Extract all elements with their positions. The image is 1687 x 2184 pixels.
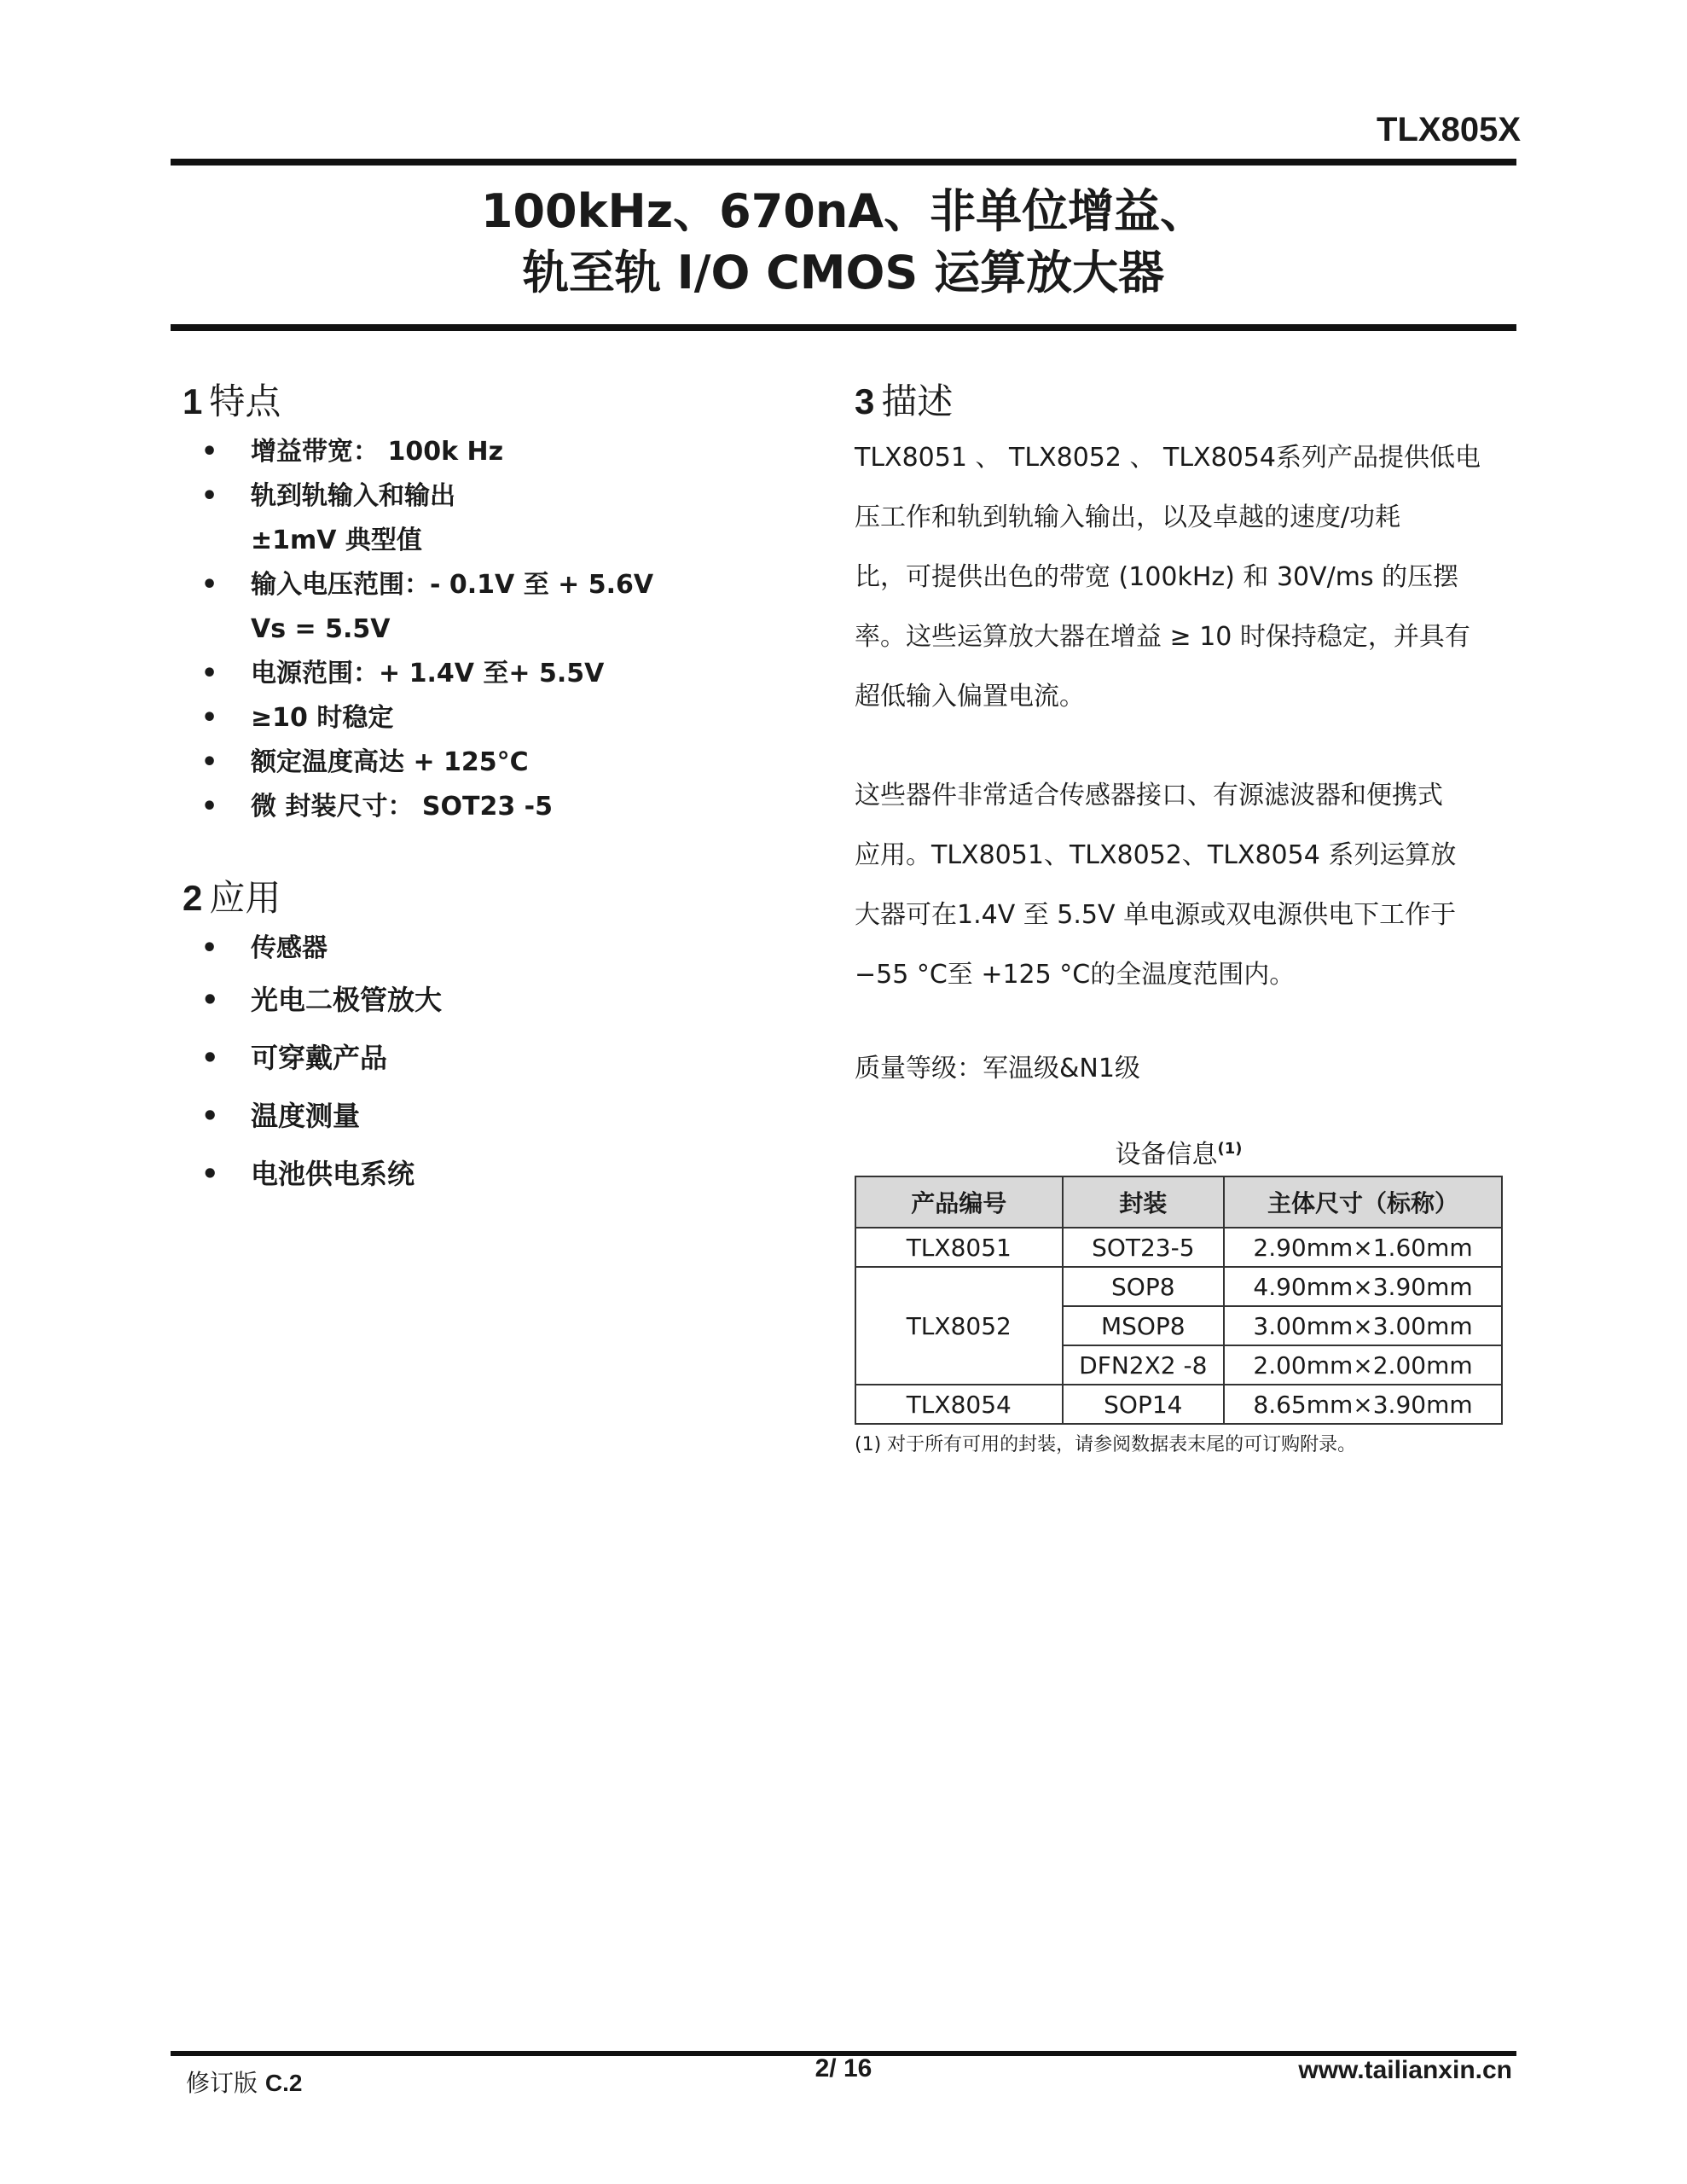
applications-list bbox=[183, 926, 831, 1203]
bullet-icon: • bbox=[201, 1100, 219, 1132]
table-caption: 设备信息$^{(1)}$ bbox=[1115, 1140, 1243, 1170]
text-line: 率。这些运算放大器在增益 ≥ 10 时保持稳定，并具有 bbox=[855, 622, 1470, 652]
list-item: • 轨到轨输入和输出 ±1mV 典型值 bbox=[183, 474, 831, 563]
table-cell: 4.90mm×3.90mm bbox=[1224, 1267, 1502, 1306]
list-item: • 光电二极管放大 bbox=[183, 971, 831, 1029]
table-row bbox=[855, 1267, 1502, 1306]
text-line: 应用。TLX8051、TLX8052、TLX8054 系列运算放 bbox=[855, 840, 1457, 870]
list-item: • 传感器 bbox=[183, 926, 831, 971]
list-item: • 温度测量 bbox=[183, 1087, 831, 1145]
title-rule bbox=[171, 324, 1516, 331]
page-title bbox=[171, 181, 1516, 304]
list-item: • 电源范围：+ 1.4V 至+ 5.5V bbox=[183, 652, 831, 696]
list-item: • 增益带宽： 100k Hz bbox=[183, 430, 831, 474]
table-header-row bbox=[855, 1176, 1502, 1228]
table-row bbox=[855, 1385, 1502, 1424]
features-list bbox=[183, 430, 831, 829]
bullet-icon: • bbox=[201, 1042, 219, 1074]
right-column bbox=[855, 375, 1503, 1456]
description-heading: 3 描述 bbox=[855, 380, 954, 422]
table-footnote: (1) 对于所有可用的封装，请参阅数据表末尾的可订购附录。 bbox=[855, 1434, 1357, 1455]
table-cell: TLX8052 bbox=[855, 1267, 1063, 1385]
bullet-icon: • bbox=[201, 481, 218, 511]
description-paragraph-1 bbox=[855, 428, 1503, 727]
column-header: 产品编号 bbox=[855, 1176, 1063, 1228]
text-line: 超低输入偏置电流。 bbox=[855, 682, 1085, 712]
list-item: • 微 封装尺寸： SOT23 -5 bbox=[183, 785, 831, 829]
table-cell: 3.00mm×3.00mm bbox=[1224, 1306, 1502, 1345]
bullet-icon: • bbox=[201, 747, 218, 777]
left-column bbox=[183, 375, 831, 1203]
list-item: • 额定温度高达 + 125°C bbox=[183, 741, 831, 785]
device-info-table bbox=[855, 1176, 1503, 1425]
part-number: TLX805X bbox=[1377, 111, 1521, 148]
table-cell: SOP14 bbox=[1063, 1385, 1225, 1424]
table-cell: TLX8054 bbox=[855, 1385, 1063, 1424]
quality-grade: 质量等级：军温级&N1级 bbox=[855, 1054, 1140, 1083]
table-cell: 2.90mm×1.60mm bbox=[1224, 1228, 1502, 1267]
website-link[interactable]: www.tailianxin.cn bbox=[1298, 2056, 1512, 2084]
text-line: 这些器件非常适合传感器接口、有源滤波器和便携式 bbox=[855, 781, 1443, 810]
applications-heading: 2 应用 bbox=[183, 877, 281, 919]
text-line: 比，可提供出色的带宽 (100kHz) 和 30V/ms 的压摆 bbox=[855, 562, 1459, 592]
list-item: • 可穿戴产品 bbox=[183, 1029, 831, 1087]
description-paragraph-2 bbox=[855, 766, 1503, 1005]
list-item: • ≥10 时稳定 bbox=[183, 696, 831, 741]
bullet-icon: • bbox=[201, 437, 218, 467]
bullet-icon: • bbox=[201, 933, 218, 963]
text-line: 压工作和轨到轨输入输出，以及卓越的速度/功耗 bbox=[855, 502, 1401, 532]
revision: 修订版 C.2 bbox=[186, 2069, 303, 2097]
bullet-icon: • bbox=[201, 570, 218, 600]
text-line: 大器可在1.4V 至 5.5V 单电源或双电源供电下工作于 bbox=[855, 900, 1457, 930]
table-cell: 8.65mm×3.90mm bbox=[1224, 1385, 1502, 1424]
table-cell: SOT23-5 bbox=[1063, 1228, 1225, 1267]
text-line: TLX8051 、 TLX8052 、 TLX8054系列产品提供低电 bbox=[855, 443, 1481, 473]
features-heading: 1 特点 bbox=[183, 380, 281, 422]
list-item: • 电池供电系统 bbox=[183, 1145, 831, 1203]
table-row bbox=[855, 1228, 1502, 1267]
description-body bbox=[855, 428, 1503, 1005]
bullet-icon: • bbox=[201, 703, 218, 733]
title-line-2: 轨至轨 I/O CMOS 运算放大器 bbox=[522, 246, 1165, 299]
title-line-1: 100kHz、670nA、非单位增益、 bbox=[480, 184, 1207, 238]
bullet-icon: • bbox=[201, 659, 218, 688]
table-cell: DFN2X2 -8 bbox=[1063, 1345, 1225, 1385]
text-line: −55 °C至 +125 °C的全温度范围内。 bbox=[855, 960, 1296, 990]
list-item: • 输入电压范围：- 0.1V 至 + 5.6V Vs = 5.5V bbox=[183, 563, 831, 652]
bullet-icon: • bbox=[201, 984, 219, 1016]
table-cell: 2.00mm×2.00mm bbox=[1224, 1345, 1502, 1385]
table-cell: MSOP8 bbox=[1063, 1306, 1225, 1345]
bullet-icon: • bbox=[201, 1158, 219, 1190]
bullet-icon: • bbox=[201, 792, 218, 822]
table-cell: SOP8 bbox=[1063, 1267, 1225, 1306]
page-number: 2/ 16 bbox=[815, 2054, 872, 2082]
table-cell: TLX8051 bbox=[855, 1228, 1063, 1267]
header-rule bbox=[171, 159, 1516, 166]
column-header: 封装 bbox=[1063, 1176, 1225, 1228]
column-header: 主体尺寸（标称） bbox=[1224, 1176, 1502, 1228]
